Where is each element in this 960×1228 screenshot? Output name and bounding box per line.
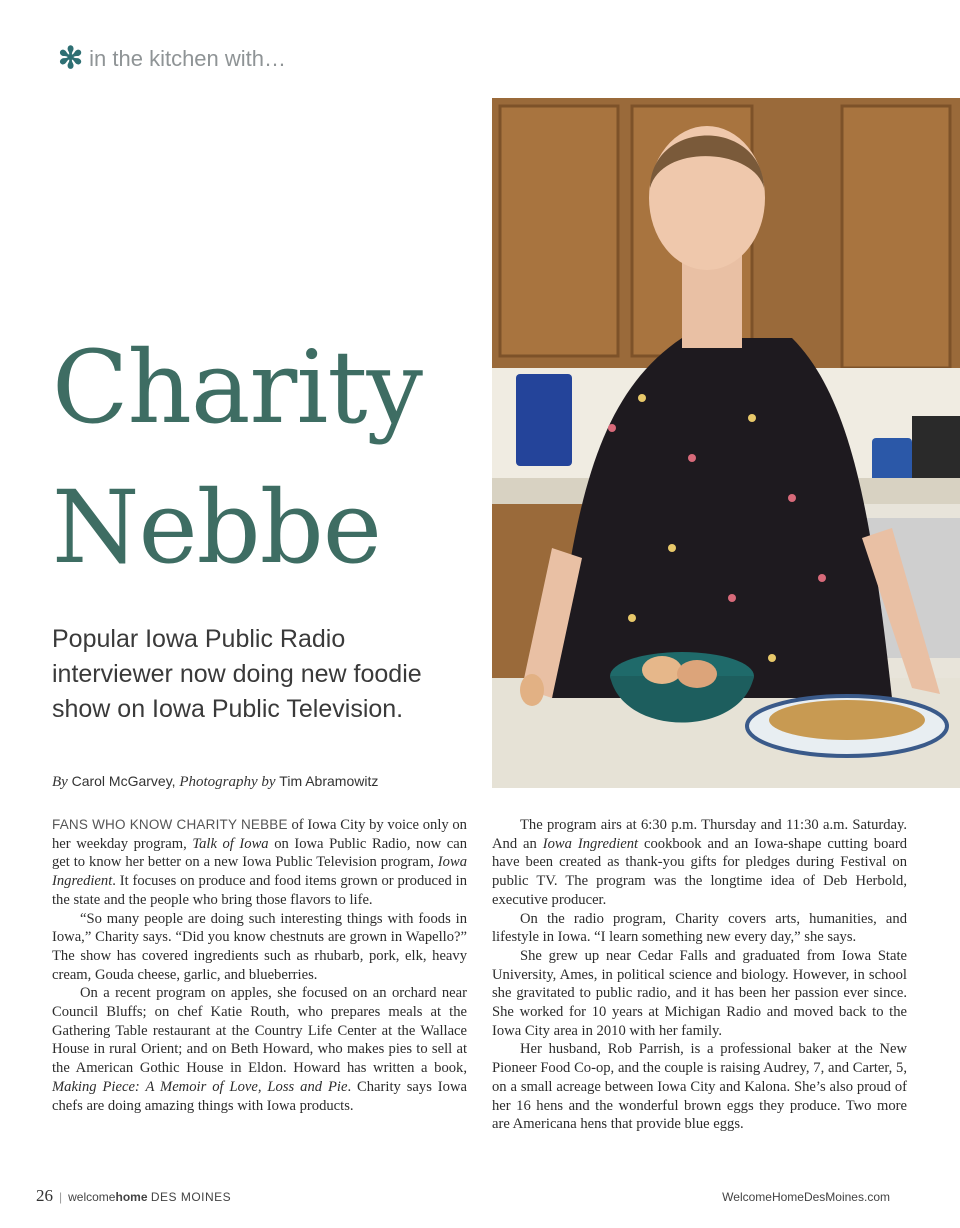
- show-title: Talk of Iowa: [192, 835, 269, 852]
- text-run: of Iowa City by voice only on her weekday program,: [52, 817, 467, 852]
- paragraph: She grew up near Cedar Falls and graduated from Iowa State University, Ames, in political science and biology. However, in school she gravitated to public radio, and it has been her passion ever since. She worked for 10 years at Michigan Radio and moved back to the Iowa City area in 2010 with her family.: [492, 947, 907, 1039]
- kitchen-portrait-image: [492, 98, 960, 788]
- byline-by-label: By: [52, 774, 68, 790]
- text-run: on Iowa Public Radio, now can get to know her better on a new Iowa Public Television program,: [52, 835, 467, 871]
- section-kicker: [58, 44, 286, 74]
- byline-author: Carol McGarvey,: [71, 773, 176, 789]
- byline: [52, 773, 378, 791]
- title-line-1: Charity: [52, 329, 423, 446]
- article-column-right: [492, 816, 907, 1134]
- paragraph: Her husband, Rob Parrish, is a professional baker at the New Pioneer Food Co-op, and the couple is raising Audrey, 7, and Carter, 5, on a small acreage between Iowa City and Kalona. She’s also proud of her 16 hens and the wonderful brown eggs they produce. Two more are Americana hens that provide blue eggs.: [492, 1041, 907, 1133]
- magazine-brand: [68, 1190, 231, 1204]
- footer-divider: |: [59, 1190, 63, 1204]
- brand-part-bold: home: [115, 1190, 148, 1204]
- text-run: . Charity says Iowa chefs are doing amazing things with Iowa products.: [52, 1078, 467, 1114]
- paragraph: [52, 984, 467, 1115]
- book-title: Making Piece: A Memoir of Love, Loss and Pie: [52, 1078, 348, 1095]
- page-footer: [36, 1186, 890, 1206]
- text-run: . It focuses on produce and food items grown or produced in the state and the people who bring those flavors to life.: [52, 873, 467, 908]
- lead-in-caps: FANS WHO KNOW CHARITY NEBBE: [52, 817, 288, 832]
- byline-photographer: Tim Abramowitz: [279, 773, 379, 789]
- footer-website[interactable]: WelcomeHomeDesMoines.com: [722, 1190, 890, 1204]
- paragraph: [52, 816, 467, 910]
- text-run: cookbook and an Iowa-shape cutting board have been created as thank-you gifts for pledges during Festival on public TV. The program was the longtime idea of Deb Herbold, executive producer.: [492, 835, 908, 908]
- article-column-left: [52, 816, 467, 1115]
- program-title: Iowa Ingredient: [52, 854, 467, 890]
- feature-photo: [492, 98, 960, 788]
- brand-part: welcome: [68, 1190, 116, 1204]
- cookbook-title: Iowa Ingredient: [542, 835, 639, 852]
- paragraph: On the radio program, Charity covers arts, humanities, and lifestyle in Iowa. “I learn something new every day,” she says.: [492, 910, 907, 946]
- article-subtitle: Popular Iowa Public Radio interviewer now doing new foodie show on Iowa Public Television.: [52, 625, 422, 723]
- article-title: [52, 318, 482, 598]
- paragraph: [492, 816, 907, 910]
- paragraph: “So many people are doing such interesting things with foods in Iowa,” Charity says. “Did you know chestnuts are grown in Wapello?” The show has covered ingredients such as rhubarb, pork, elk, heavy cream, Gouda cheese, garlic, and blueberries.: [52, 910, 467, 983]
- footer-brand-group: [36, 1186, 231, 1206]
- byline-photo-label: Photography by: [179, 774, 276, 790]
- title-line-2: Nebbe: [52, 469, 381, 586]
- text-run: The program airs at 6:30 p.m. Thursday and 11:30 a.m. Saturday. And an: [492, 817, 907, 852]
- text-run: On a recent program on apples, she focused on an orchard near Council Bluffs; on chef Katie Routh, who prepares meals at the Gathering Table restaurant at the Country Life Center at the Wallace House in rural Orient; and on Beth Howard, who makes pies to sell at the American Gothic House in Eldon. Howard has written a book,: [52, 985, 467, 1077]
- page-number: 26: [36, 1186, 53, 1205]
- section-kicker-text: in the kitchen with…: [89, 46, 287, 71]
- asterisk-icon: ✻: [58, 42, 84, 75]
- brand-city: DES MOINES: [150, 1190, 232, 1204]
